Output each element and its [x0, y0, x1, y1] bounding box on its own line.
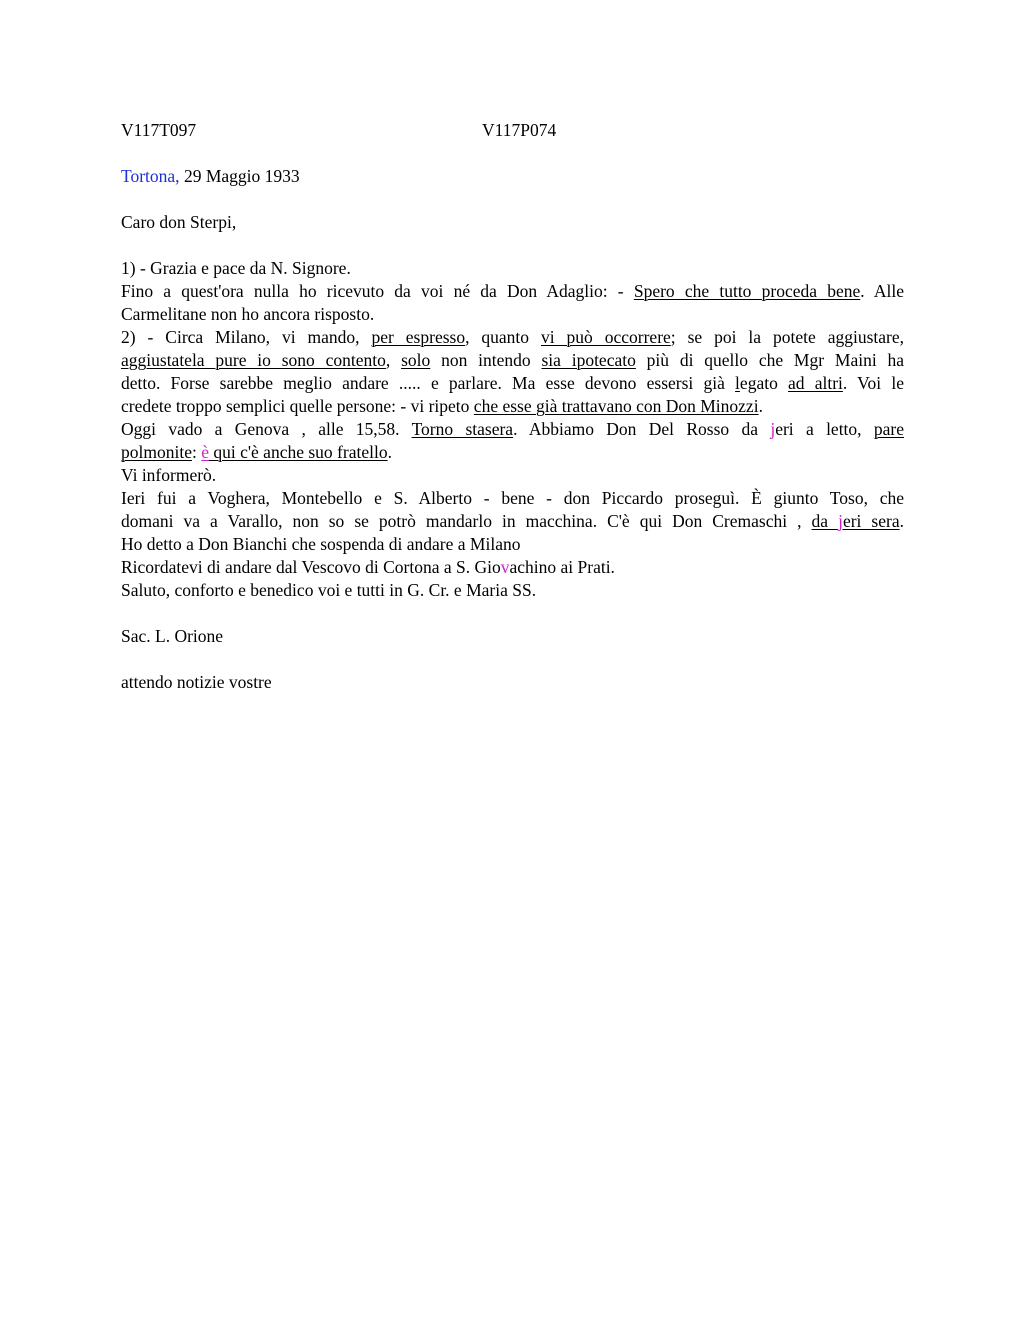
text-span: credete troppo semplici quelle persone: - vi ripeto [121, 396, 474, 416]
underlined-text: aggiustatela pure io sono contento [121, 350, 386, 370]
body-line-5 [121, 349, 904, 372]
salutation: Caro don Sterpi, [121, 212, 237, 232]
letter-content [121, 119, 904, 694]
body-line-10: Vi informerò. [121, 465, 217, 485]
text-span: eri a letto, [775, 419, 874, 439]
body-line-14 [121, 556, 904, 579]
text-span: achino ai Prati. [509, 557, 615, 577]
text-span: egato [739, 373, 789, 393]
text-span: 2) - Circa Milano, vi mando, [121, 327, 372, 347]
corrected-letter: j [770, 419, 776, 439]
text-span: più di quello che Mgr Maini ha [635, 350, 905, 370]
text-span: . Abbiamo Don Del Rosso da [513, 419, 771, 439]
underlined-text: eri sera [842, 511, 900, 531]
underlined-text: ad altri [788, 373, 843, 393]
text-span: ; se poi la potete aggiustare, [670, 327, 904, 347]
underlined-text: per espresso [371, 327, 466, 347]
corrected-letter: è [201, 442, 209, 462]
postscript: attendo notizie vostre [121, 672, 272, 692]
body-line-7 [121, 395, 904, 418]
text-span: Fino a quest'ora nulla ho ricevuto da voi né da Don Adaglio: - [121, 281, 634, 301]
body-line-11: Ieri fui a Voghera, Montebello e S. Alberto - bene - don Piccardo proseguì. È giunto Toso, che [121, 488, 904, 508]
text-span: , quanto [465, 327, 541, 347]
date-text: 29 Maggio 1933 [179, 166, 300, 186]
text-span: Ricordatevi di andare dal Vescovo di Cortona a S. Gio [121, 557, 501, 577]
body-line-6 [121, 372, 904, 395]
body-line-12 [121, 510, 904, 533]
place-name: Tortona, [121, 166, 180, 186]
corrected-letter: v [500, 557, 510, 577]
underlined-text: da [811, 511, 839, 531]
ref-left: V117T097 [121, 120, 197, 140]
text-span: domani va a Varallo, non so se potrò mandarlo in macchina. C'è qui Don Cremaschi , [121, 511, 812, 531]
underlined-text: l [735, 373, 740, 393]
corrected-letter: j [838, 511, 843, 531]
body-line-9 [121, 441, 904, 464]
text-span: . [758, 396, 763, 416]
dateline [121, 165, 904, 188]
underlined-text: Spero che tutto proceda bene [633, 281, 861, 301]
underlined-text: polmonite [121, 442, 192, 462]
text-span: . Voi le [842, 373, 904, 393]
body-line-13: Ho detto a Don Bianchi che sospenda di andare a Milano [121, 534, 521, 554]
body-line-4 [121, 326, 904, 349]
body-line-8 [121, 418, 904, 441]
text-span: detto. Forse sarebbe meglio andare ..... e parlare. Ma esse devono essersi già [121, 373, 736, 393]
underlined-text: qui c'è anche suo fratello [209, 442, 388, 462]
underlined-text: che esse già trattavano con Don Minozzi [473, 396, 759, 416]
text-span: : [191, 442, 202, 462]
ref-right: V117P074 [482, 120, 557, 140]
underlined-text: sia ipotecato [541, 350, 636, 370]
underlined-text: vi può occorrere [540, 327, 671, 347]
text-span: non intendo [430, 350, 542, 370]
signature: Sac. L. Orione [121, 626, 224, 646]
underlined-text: Torno stasera [411, 419, 514, 439]
text-span: . Alle [860, 281, 904, 301]
body-line-1: 1) - Grazia e pace da N. Signore. [121, 258, 351, 278]
text-span: , [385, 350, 402, 370]
reference-codes [121, 119, 904, 142]
underlined-text: pare [873, 419, 904, 439]
body-line-3: Carmelitane non ho ancora risposto. [121, 304, 375, 324]
underlined-text: solo [401, 350, 431, 370]
text-span: . [899, 511, 904, 531]
text-span: . [387, 442, 392, 462]
text-span: Oggi vado a Genova , alle 15,58. [121, 419, 412, 439]
body-line-2 [121, 280, 904, 303]
body-line-15: Saluto, conforto e benedico voi e tutti in G. Cr. e Maria SS. [121, 580, 537, 600]
